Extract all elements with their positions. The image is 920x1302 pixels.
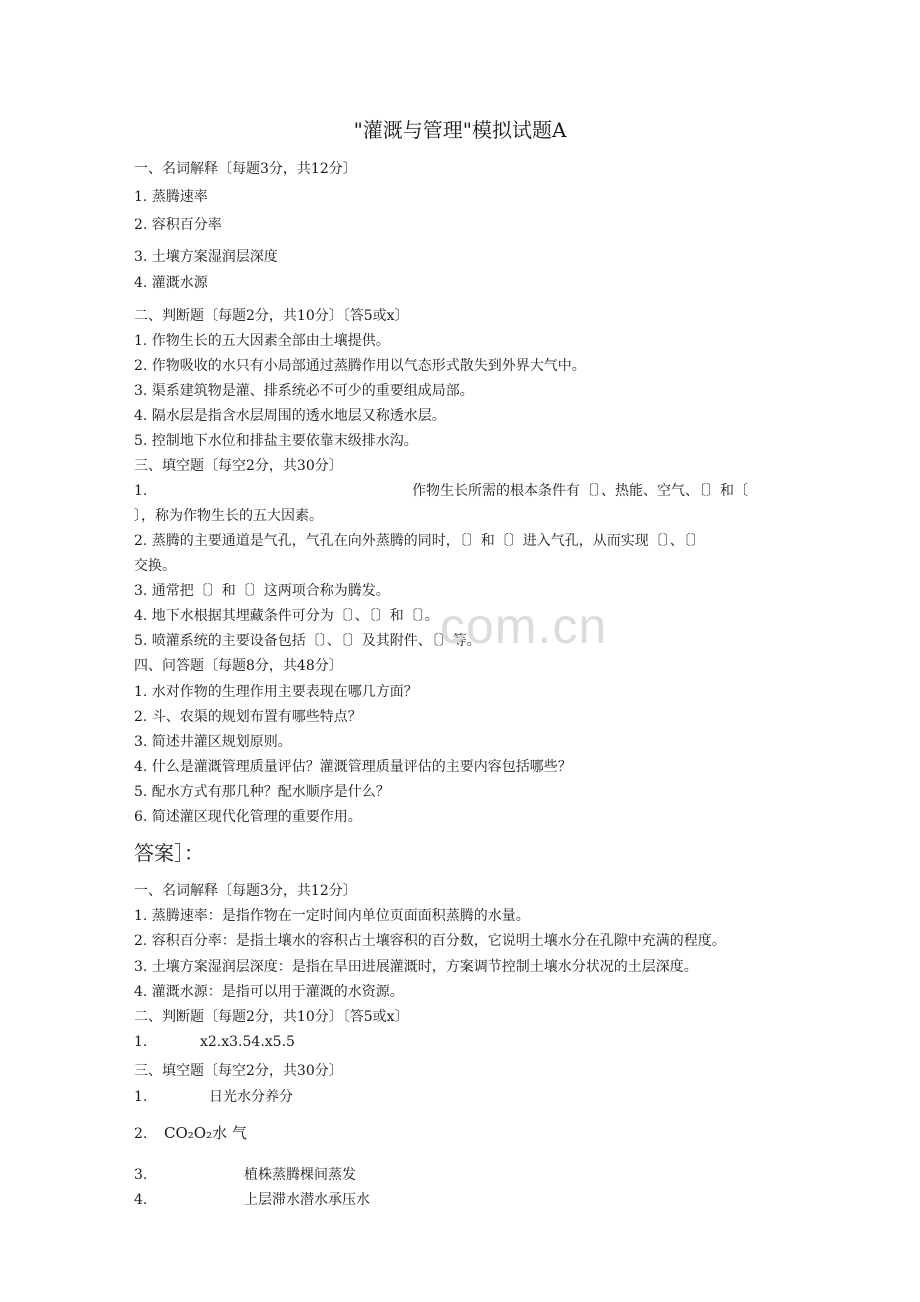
- section-heading-fill-blank: 三、填空题〔每空2分，共30分〕: [134, 458, 343, 474]
- question-continuation: 〕，称为作物生长的五大因素。: [134, 508, 323, 524]
- answer-value: CO₂O₂水 气: [164, 1124, 247, 1142]
- question-text: 4. 地下水根据其埋藏条件可分为〔〕、〔〕和〔〕。: [134, 608, 439, 624]
- page-title: "灌溉与管理"模拟试题A: [353, 118, 567, 142]
- answer-number: 2.: [134, 1126, 148, 1142]
- section-heading-definitions: 一、名词解释〔每题3分，共12分〕: [134, 161, 357, 177]
- list-item: 2. 容积百分率: [134, 217, 222, 233]
- list-item: 4. 隔水层是指含水层周围的透水地层又称透水层。: [134, 408, 446, 424]
- list-item: 5. 控制地下水位和排盐主要依靠末级排水沟。: [134, 433, 418, 449]
- list-item: 1. 蒸腾速率: [134, 189, 208, 205]
- answer-section-heading: 三、填空题〔每空2分，共30分〕: [134, 1063, 343, 1079]
- question-number: 1.: [134, 483, 148, 499]
- answer-item: 3. 土壤方案湿润层深度：是指在旱田进展灌溉时，方案调节控制土壤水分状况的土层深度。: [134, 959, 698, 975]
- list-item: 3. 土壤方案湿润层深度: [134, 249, 278, 265]
- question-text: 2. 蒸腾的主要通道是气孔，气孔在向外蒸腾的同时，〔〕和〔〕进入气孔，从而实现〔〕、〔〕: [134, 533, 705, 549]
- answer-number: 3.: [134, 1167, 148, 1183]
- question-text: 3. 通常把〔〕和〔〕这两项合称为腾发。: [134, 583, 390, 599]
- answer-item: 2. 容积百分率：是指土壤水的容积占土壤容积的百分数，它说明土壤水分在孔隙中充满的程度。: [134, 933, 726, 949]
- answer-number: 1.: [134, 1089, 148, 1105]
- section-heading-true-false: 二、判断题〔每题2分，共10分〕〔答5或x〕: [134, 308, 409, 324]
- list-item: 2. 作物吸收的水只有小局部通过蒸腾作用以气态形式散失到外界大气中。: [134, 358, 586, 374]
- answer-section-heading: 二、判断题〔每题2分，共10分〕〔答5或x〕: [134, 1009, 409, 1025]
- list-item: 1. 水对作物的生理作用主要表现在哪几方面？: [134, 684, 418, 700]
- answer-value: x2.x3.54.x5.5: [200, 1034, 295, 1050]
- answer-value: 日光水分养分: [209, 1089, 293, 1105]
- question-continuation: 交换。: [134, 558, 176, 574]
- list-item: 4. 什么是灌溉管理质量评估？灌溉管理质量评估的主要内容包括哪些？: [134, 759, 572, 775]
- list-item: 1. 作物生长的五大因素全部由土壤提供。: [134, 333, 390, 349]
- question-text: 5. 喷灌系统的主要设备包括〔〕、〔〕及其附件、〔〕等。: [134, 633, 481, 649]
- answer-number: 1.: [134, 1034, 148, 1050]
- answer-item: 4. 灌溉水源：是指可以用于灌溉的水资源。: [134, 984, 404, 1000]
- answer-number: 4.: [134, 1192, 148, 1208]
- answer-item: 1. 蒸腾速率：是指作物在一定时间内单位页面面积蒸腾的水量。: [134, 908, 530, 924]
- list-item: 3. 简述井灌区规划原则。: [134, 734, 292, 750]
- answer-value: 植株蒸腾棵间蒸发: [244, 1167, 356, 1183]
- question-text: 作物生长所需的根本条件有〔〕、热能、空气、〔〕和〔: [412, 483, 748, 499]
- watermark: com.cn: [440, 598, 608, 654]
- section-heading-questions: 四、问答题〔每题8分，共48分〕: [134, 658, 343, 674]
- list-item: 4. 灌溉水源: [134, 275, 208, 291]
- list-item: 6. 简述灌区现代化管理的重要作用。: [134, 809, 362, 825]
- answers-heading: 答案］：: [134, 841, 204, 865]
- answer-section-heading: 一、名词解释〔每题3分，共12分〕: [134, 883, 357, 899]
- answer-value: 上层滞水潜水承压水: [244, 1192, 370, 1208]
- list-item: 3. 渠系建筑物是灌、排系统必不可少的重要组成局部。: [134, 383, 474, 399]
- list-item: 5. 配水方式有那几种？配水顺序是什么？: [134, 784, 390, 800]
- list-item: 2. 斗、农渠的规划布置有哪些特点？: [134, 709, 362, 725]
